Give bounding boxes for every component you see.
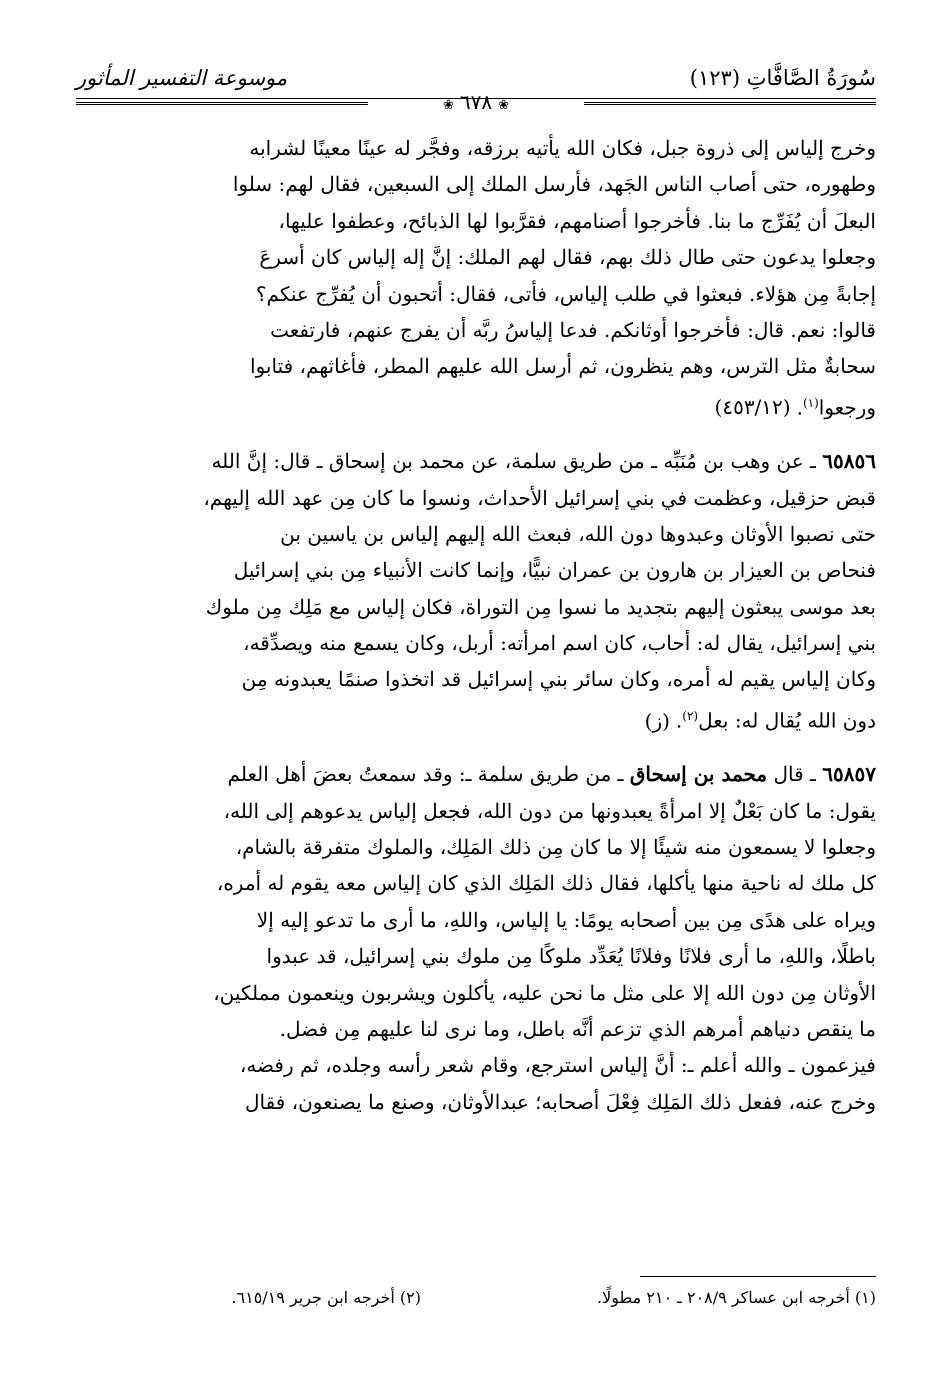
text-line-last: ورجعوا$^{(١)}$.(٤٥٣/١٢) xyxy=(714,395,876,420)
text-line: البعلَ أن يُفَرِّج ما بنا. فأخرجوا أصنامهم، فقرَّبوا لها الذبائح، وعطفوا عليها، xyxy=(278,208,876,233)
source-reference: (ز) xyxy=(644,708,670,733)
page-number-row xyxy=(76,90,876,114)
volume-reference: (٤٥٣/١٢) xyxy=(714,395,791,420)
text-line: فنحاص بن العيزار بن هارون بن عمران نبيًّا، وإنما كانت الأنبياء مِن بني إسرائيل xyxy=(233,558,876,583)
text-line: وطهوره، حتى أصاب الناس الجَهد، فأرسل الملك إلى السبعين، فقال لهم: سلوا xyxy=(232,172,876,197)
footnote-1: (١) أخرجه ابن عساكر ٢٠٨/٩ ـ ٢١٠ مطولًا. xyxy=(597,1288,876,1307)
text-line-first: ٦٥٨٥٧ ـ قال محمد بن إسحاق ـ من طريق سلمة ـ: وقد سمعتُ بعضَ أهل العلم xyxy=(227,762,876,787)
text-line: يقول: ما كان بَعْلٌ إلا امرأةً يعبدونها من دون الله، فجعل إلياس يدعوهم إلى الله، xyxy=(223,798,876,823)
footnote-rule xyxy=(640,1276,876,1277)
narration-number: ٦٥٨٥٦ xyxy=(822,449,876,474)
page-number: ٦٧٨ xyxy=(459,90,493,114)
narration-65856 xyxy=(76,443,876,734)
footnote-marker[interactable]: (١) xyxy=(802,395,819,410)
text-line: وخرج إلياس إلى ذروة جبل، فكان الله يأتيه برزقه، وفجَّر له عينًا معينًا لشرابه xyxy=(249,136,876,160)
narrator-name: محمد بن إسحاق xyxy=(629,762,768,787)
text-line: قالوا: نعم. قال: فأخرجوا أوثانكم. فدعا إلياسُ ربَّه أن يفرج عنهم، فارتفعت xyxy=(270,317,876,342)
text-line: فيزعمون ـ والله أعلم ـ: أنَّ إلياس استرجع، وقام شعر رأسه وجلده، ثم رفضه، xyxy=(239,1053,876,1078)
ornament-icon: ❀ xyxy=(498,98,510,113)
ornament-icon: ❀ xyxy=(442,98,454,113)
book-title: موسوعة التفسير المأثور xyxy=(76,66,288,90)
text-line: وجعلوا لا يسمعون منه شيئًا إلا ما كان مِن ذلك المَلِك، والملوك متفرقة بالشام، xyxy=(235,835,876,860)
narration-number: ٦٥٨٥٧ xyxy=(822,762,876,787)
paragraph-continuation xyxy=(76,130,876,421)
text-line: حتى نصبوا الأوثان وعبدوها دون الله، فبعث الله إليهم إلياس بن ياسين بن xyxy=(280,521,876,546)
text-line: قبض حزقيل، وعظمت في بني إسرائيل الأحداث، ونسوا ما كان مِن عهد الله إليهم، xyxy=(203,485,876,510)
text-line-first: ٦٥٨٥٦ ـ عن وهب بن مُنَبِّه ـ من طريق سلمة، عن محمد بن إسحاق ـ قال: إنَّ الله xyxy=(211,449,876,474)
text-line: سحابةٌ مثل الترس، وهم ينظرون، ثم أرسل الله عليهم المطر، فأغاثهم، فتابوا xyxy=(250,354,876,379)
text-line: باطلًا، واللهِ، ما أرى فلانًا وفلانًا يُعَدِّد ملوكًا مِن ملوك بني إسرائيل، قد عبدوا xyxy=(266,944,876,969)
surah-title: سُورَةُ الصَّافَّاتِ (١٢٣) xyxy=(689,66,876,90)
text-line-last: دون الله يُقال له: بعل$^{(٢)}$.(ز) xyxy=(644,708,876,733)
text-line: وخرج عنه، ففعل ذلك المَلِك فِعْلَ أصحابه؛ عبدالأوثان، وصنع ما يصنعون، فقال xyxy=(245,1089,876,1114)
footnote-2: (٢) أخرجه ابن جرير ٦١٥/١٩. xyxy=(231,1288,421,1307)
text-line: بعد موسى يبعثون إليهم بتجديد ما نسوا مِن التوراة، فكان إلياس مع مَلِك مِن ملوك xyxy=(205,594,876,619)
text-line: بني إسرائيل، يقال له: أحاب، كان اسم امرأته: أربل، وكان يسمع منه ويصدِّقه، xyxy=(243,631,876,656)
text-line: كل ملك له ناحية منها يأكلها، فقال ذلك المَلِك الذي كان إلياس معه يقوم له أمره، xyxy=(216,871,876,896)
text-line: ويراه على هدًى مِن بين أصحابه يومًا: يا إلياس، واللهِ، ما أرى ما تدعو إليه إلا xyxy=(256,907,876,932)
page-body xyxy=(76,130,876,1120)
narration-65857 xyxy=(76,756,876,1120)
footnote-marker[interactable]: (٢) xyxy=(682,708,699,723)
text-line: وجعلوا يدعون حتى طال ذلك بهم، فقال لهم الملك: إنَّ إله إلياس كان أسرعَ xyxy=(259,245,876,270)
text-line: ما ينقص دنياهم أمرهم الذي تزعم أنَّه باطل، وما نرى لنا عليهم مِن فضل. xyxy=(279,1016,876,1041)
text-line: الأوثان مِن دون الله إلا على مثل ما نحن عليه، يأكلون ويشربون وينعمون مملكين، xyxy=(213,980,876,1005)
text-line: إجابةً مِن هؤلاء. فبعثوا في طلب إلياس، فأتى، فقال: أتحبون أن يُفرِّج عنكم؟ xyxy=(255,281,876,306)
text-line: وكان إلياس يقيم له أمره، وكان سائر بني إسرائيل قد اتخذوا صنمًا يعبدونه مِن xyxy=(241,667,876,692)
